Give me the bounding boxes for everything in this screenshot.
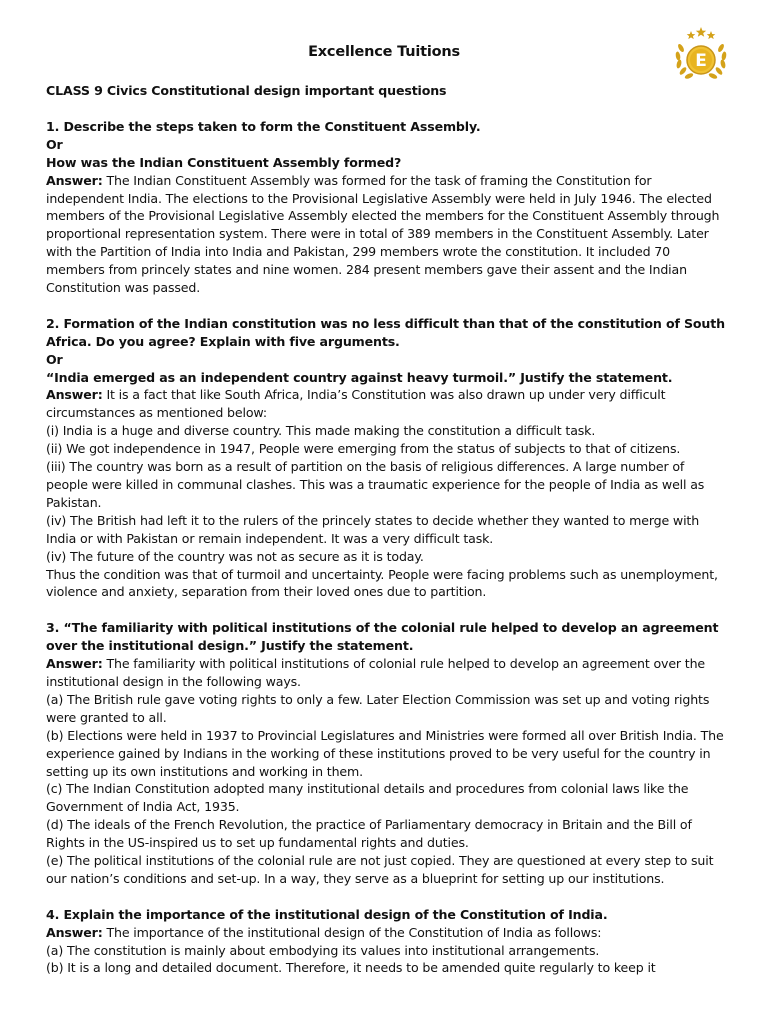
question-1-alt: How was the Indian Constituent Assembly formed?: [46, 154, 402, 170]
document-title: Excellence Tuitions: [308, 44, 460, 60]
question-2-title: 2. Formation of the Indian constitution was no less difficult than that of the constitution of South Africa. Do you agree? Explain with five arguments.: [46, 315, 725, 349]
list-item: (b) It is a long and detailed document. Therefore, it needs to be amended quite regularly to keep it: [46, 960, 656, 976]
document-body: [46, 82, 726, 977]
list-item: (iv) The future of the country was not as secure as it is today.: [46, 548, 424, 564]
list-item: (ii) We got independence in 1947, People were emerging from the status of subjects to that of citizens.: [46, 441, 681, 457]
list-item: (a) The constitution is mainly about embodying its values into institutional arrangements.: [46, 942, 600, 958]
question-2-alt: “India emerged as an independent country against heavy turmoil.” Justify the statement.: [46, 369, 673, 385]
question-2-answer: Answer: It is a fact that like South Africa, India’s Constitution was also drawn up under very difficult circumstances as mentioned below:: [46, 387, 666, 421]
list-item: (d) The ideals of the French Revolution, the practice of Parliamentary democracy in Britain and the Bill of Rights in the US-inspired us to set up fundamental rights and duties.: [46, 817, 692, 851]
list-item: (i) India is a huge and diverse country. This made making the constitution a difficult task.: [46, 423, 596, 439]
question-3-answer: Answer: The familiarity with political institutions of colonial rule helped to develop an agreement over the institutional design in the following ways.: [46, 656, 706, 689]
answer-label: Answer:: [46, 924, 103, 940]
question-1-or: Or: [46, 136, 63, 152]
list-item: (iv) The British had left it to the rulers of the princely states to decide whether they wanted to merge with India or with Pakistan or remain independent. It was a very difficult task.: [46, 512, 700, 546]
question-2-conclusion: Thus the condition was that of turmoil and uncertainty. People were facing problems such as unemployment, violence and anxiety, separation from their loved ones due to partition.: [46, 566, 718, 600]
list-item: (c) The Indian Constitution adopted many institutional details and procedures from colonial laws like the Government of India Act, 1935.: [46, 781, 689, 815]
answer-label: Answer:: [46, 387, 103, 403]
list-item: (b) Elections were held in 1937 to Provincial Legislatures and Ministries were formed all over British India. The experience gained by Indians in the working of these institutions proved to be very useful for the country in setting up its own institutions and working in them.: [46, 727, 724, 779]
question-1-title: 1. Describe the steps taken to form the Constituent Assembly.: [46, 118, 481, 134]
answer-label: Answer:: [46, 172, 103, 188]
list-item: (iii) The country was born as a result of partition on the basis of religious differences. A large number of people were killed in communal clashes. This was a traumatic experience for the people of India as well as Pakistan.: [46, 459, 705, 510]
question-4-answer: Answer: The importance of the institutional design of the Constitution of India as follows:: [46, 924, 602, 940]
answer-label: Answer:: [46, 656, 103, 672]
document-subtitle: CLASS 9 Civics Constitutional design important questions: [46, 83, 447, 98]
svg-text:E: E: [695, 51, 707, 71]
question-3-title: 3. “The familiarity with political institutions of the colonial rule helped to develop an agreement over the institutional design.” Justify the statement.: [46, 620, 719, 654]
question-4-title: 4. Explain the importance of the institutional design of the Constitution of India.: [46, 906, 608, 922]
question-2-or: Or: [46, 351, 63, 367]
list-item: (a) The British rule gave voting rights to only a few. Later Election Commission was set up and voting rights were granted to all.: [46, 691, 710, 725]
laurel-star-logo-icon: [671, 24, 731, 86]
list-item: (e) The political institutions of the colonial rule are not just copied. They are questioned at every step to suit our nation’s conditions and set-up. In a way, they serve as a blueprint for setting up our institutions.: [46, 853, 714, 886]
question-1-answer: Answer: The Indian Constituent Assembly was formed for the task of framing the Constitution for independent India. The elections to the Provisional Legislative Assembly were held in July 1946. The elected members of the Provisional Legislative Assembly elected the members for the Constituent Assembly through proportional representation system. There were in total of 389 members in the Constituent Assembly. Later with the Partition of India into India and Pakistan, 299 members wrote the constitution. It included 70 members from princely states and nine women. 284 present members gave their assent and the Indian Constitution was passed.: [46, 172, 720, 296]
